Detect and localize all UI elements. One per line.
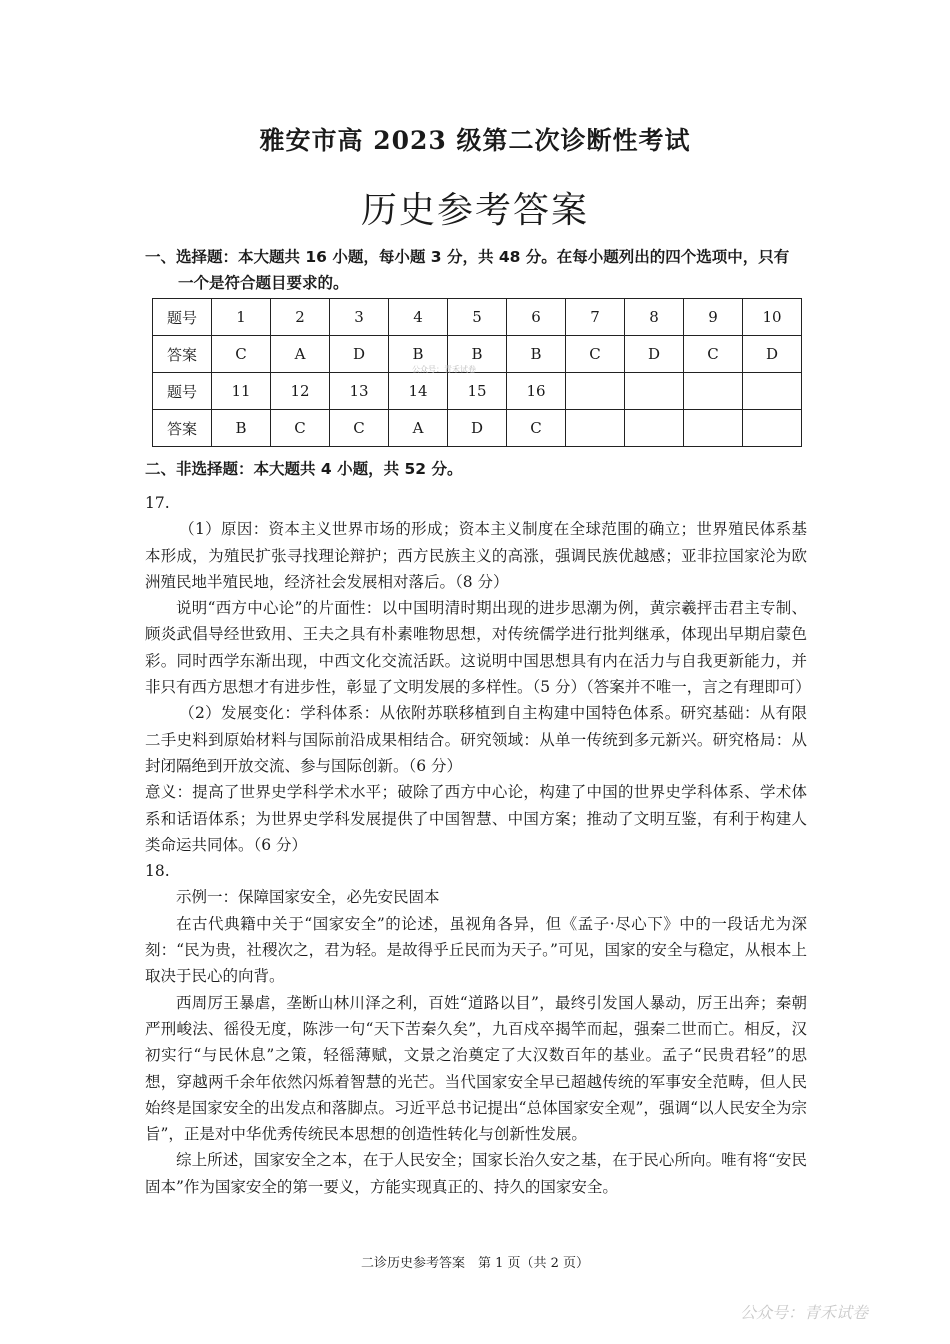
q18-paragraph-3: 西周厉王暴虐，垄断山林川泽之利，百姓“道路以目”，最终引发国人暴动，厉王出奔；秦朝严刑峻法、徭役无度，陈涉一句“天下苦秦久矣”，九百戍卒揭竿而起，强秦二世而亡。相反，汉初实行“与民休息”之策，轻徭薄赋，文景之治奠定了大汉数百年的基业。孟子“民贵君轻”的思想，穿越两千余年依然闪烁着智慧的光芒。当代国家安全早已超越传统的军事安全范畴，但人民始终是国家安全的出发点和落脚点。习近平总书记提出“总体国家安全观”，强调“以人民安全为宗旨”，正是对中华优秀传统民本思想的创造性转化与创新性发展。	[145, 993, 807, 1144]
q17-paragraph-2: 说明“西方中心论”的片面性：以中国明清时期出现的进步思潮为例，黄宗羲抨击君主专制、顾炎武倡导经世致用、王夫之具有朴素唯物思想，对传统儒学进行批判继承，体现出早期启蒙色彩。同时西学东渐出现，中西文化交流活跃。这说明中国思想具有内在活力与自我更新能力，并非只有西方思想才有进步性，彰显了文明发展的多样性。（5 分）（答案并不唯一，言之有理即可）	[145, 599, 811, 697]
table-cell: C	[212, 336, 271, 373]
section1-heading	[145, 244, 815, 296]
exam-subtitle: 历史参考答案	[360, 190, 589, 231]
table-cell	[625, 410, 684, 447]
table-row	[153, 410, 802, 447]
table-cell: 11	[212, 373, 271, 410]
table-cell: 15	[448, 373, 507, 410]
table-cell: C	[566, 336, 625, 373]
q18-paragraph-4: 综上所述，国家安全之本，在于人民安全；国家长治久安之基，在于民心所向。唯有将“安民固本”作为国家安全的第一要义，方能实现真正的、持久的国家安全。	[145, 1151, 807, 1196]
table-cell: C	[684, 336, 743, 373]
table-cell: 8	[625, 299, 684, 336]
q18-paragraph-1: 示例一：保障国家安全，必先安民固本	[176, 888, 440, 907]
section1-line1: 一、选择题：本大题共 16 小题，每小题 3 分，共 48 分。在每小题列出的四个选项中，只有	[145, 248, 790, 266]
table-cell	[566, 410, 625, 447]
table-cell: D	[448, 410, 507, 447]
table-cell: A	[271, 336, 330, 373]
table-cell: C	[507, 410, 566, 447]
table-cell: 12	[271, 373, 330, 410]
table-cell: 4	[389, 299, 448, 336]
table-cell: B	[212, 410, 271, 447]
answer-table	[152, 298, 802, 447]
table-cell	[566, 373, 625, 410]
table-cell: B	[507, 336, 566, 373]
table-cell: 题号	[153, 299, 212, 336]
question-17-number: 17.	[145, 494, 170, 512]
table-cell: 题号	[153, 373, 212, 410]
table-cell	[684, 373, 743, 410]
table-cell: 3	[330, 299, 389, 336]
table-cell: 13	[330, 373, 389, 410]
table-cell: A	[389, 410, 448, 447]
watermark-text: 公众号：青禾试卷	[412, 365, 476, 374]
q18-paragraph-2: 在古代典籍中关于“国家安全”的论述，虽视角各异，但《孟子·尽心下》中的一段话尤为深刻：“民为贵，社稷次之，君为轻。是故得乎丘民而为天子。”可见，国家的安全与稳定，从根本上取决于民心的向背。	[145, 914, 807, 986]
q17-paragraph-3: （2）发展变化：学科体系：从依附苏联移植到自主构建中国特色体系。研究基础：从有限二手史料到原始材料与国际前沿成果相结合。研究领域：从单一传统到多元新兴。研究格局：从封闭隔绝到开放交流、参与国际创新。（6 分）	[145, 704, 807, 775]
table-cell	[625, 373, 684, 410]
table-cell: 5	[448, 299, 507, 336]
table-cell: 14	[389, 373, 448, 410]
table-cell	[743, 410, 802, 447]
table-cell: 7	[566, 299, 625, 336]
q17-paragraph-1: （1）原因：资本主义世界市场的形成；资本主义制度在全球范围的确立；世界殖民体系基本形成，为殖民扩张寻找理论辩护；西方民族主义的高涨，强调民族优越感；亚非拉国家沦为欧洲殖民地半殖民地，经济社会发展相对落后。（8 分）	[145, 520, 807, 591]
question-18-number: 18.	[145, 862, 170, 881]
corner-watermark: 公众号：青禾试卷	[740, 1303, 869, 1322]
table-cell: 6	[507, 299, 566, 336]
table-cell: D	[330, 336, 389, 373]
section2-heading: 二、非选择题：本大题共 4 小题，共 52 分。	[145, 460, 463, 478]
table-cell: B	[448, 336, 507, 373]
table-cell: 答案	[153, 410, 212, 447]
table-row	[153, 373, 802, 410]
q17-paragraph-4: 意义：提高了世界史学科学术水平；破除了西方中心论，构建了中国的世界史学科体系、学术体系和话语体系；为世界史学科发展提供了中国智慧、中国方案；推动了文明互鉴，有利于构建人类命运共同体。（6 分）	[145, 783, 807, 854]
table-cell: C	[330, 410, 389, 447]
table-cell: 10	[743, 299, 802, 336]
table-cell: 答案	[153, 336, 212, 373]
table-cell	[684, 410, 743, 447]
table-cell: 9	[684, 299, 743, 336]
table-cell: 16	[507, 373, 566, 410]
section1-line2: 一个是符合题目要求的。	[178, 274, 349, 292]
exam-title: 雅安市高 2023 级第二次诊断性考试	[259, 126, 691, 155]
table-cell	[743, 373, 802, 410]
table-row	[153, 299, 802, 336]
table-cell: 1	[212, 299, 271, 336]
answer-body	[145, 490, 811, 1200]
table-cell: 2	[271, 299, 330, 336]
table-cell: D	[743, 336, 802, 373]
table-cell: B	[389, 336, 448, 373]
table-cell: C	[271, 410, 330, 447]
table-cell: D	[625, 336, 684, 373]
page-footer: 二诊历史参考答案 第 1 页（共 2 页）	[360, 1256, 590, 1271]
table-row	[153, 336, 802, 373]
